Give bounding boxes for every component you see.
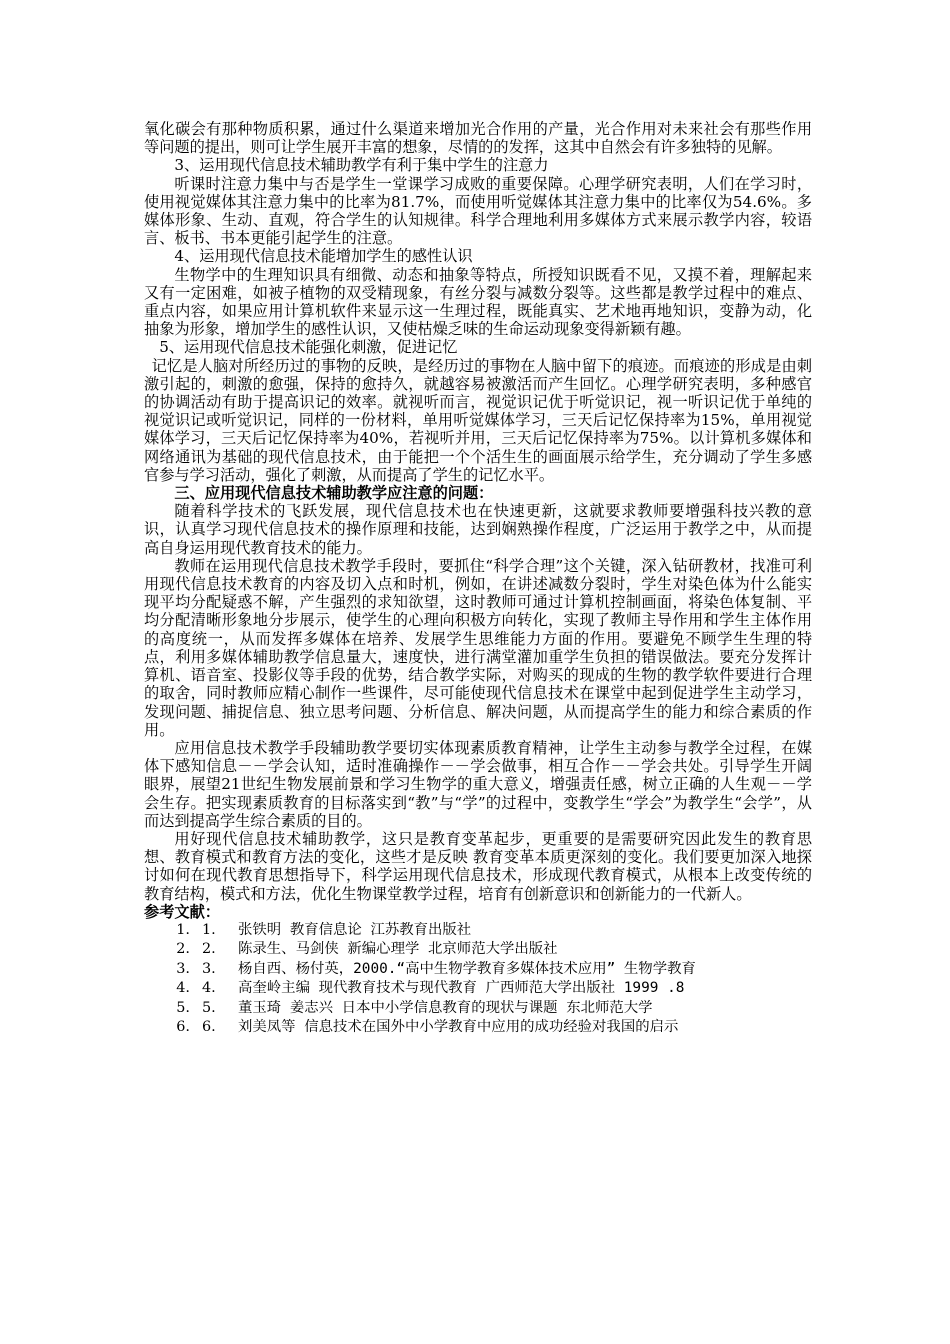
reference-item [144, 999, 812, 1018]
paragraph-memory: 记忆是人脑对所经历过的事物的反映，是经历过的事物在人脑中留下的痕迹。而痕迹的形成是由刺激引起的，刺激的愈强，保持的愈持久，就越容易被激活而产生回忆。心理学研究表明，多种感官的协调活动有助于提高识记的效率。就视听而言，视觉识记优于听觉识记，视一听识记优于单纯的视觉识记或听觉识记，同样的一份材料，单用听觉媒体学习，三天后记忆保持率为15%，单用视觉媒体学习，三天后记忆保持率为40%，若视听并用，三天后记忆保持率为75%。以计算机多媒体和网络通讯为基础的现代信息技术，由于能把一个个活生生的画面展示给学生，充分调动了学生多感官参与学习活动，强化了刺激，从而提高了学生的记忆水平。 [144, 356, 812, 484]
paragraph-perception: 生物学中的生理知识具有细微、动态和抽象等特点，所授知识既看不见，又摸不着，理解起来又有一定困难，如被子植物的双受精现象，有丝分裂与减数分裂等。这些都是教学过程中的难点、重点内容，如果应用计算机软件来显示这一生理过程，既能真实、艺术地再地知识，变静为动，化抽象为形象，增加学生的感性认识，又使枯燥乏味的生命运动现象变得新颖有趣。 [144, 265, 812, 339]
subheading-5: 5、运用现代信息技术能强化刺激，促进记忆 [159, 338, 458, 357]
reference-text: 高奎岭主编 现代教育技术与现代教育 广西师范大学出版社 1999 .8 [238, 980, 685, 997]
reference-subnumber: 2. [202, 941, 216, 958]
reference-subnumber: 1. [202, 921, 216, 938]
section-heading-3: 三、应用现代信息技术辅助教学应注意的问题： [174, 484, 494, 503]
reference-number: 1. [176, 921, 190, 938]
reference-item [144, 979, 812, 998]
reference-text: 杨自西、杨付英，2000.“高中生物学教育多媒体技术应用” 生物学教育 [238, 960, 696, 977]
subheading-4: 4、运用现代信息技术能增加学生的感性认识 [174, 247, 473, 266]
references-heading: 参考文献： [144, 902, 220, 921]
document-body [144, 120, 812, 1037]
reference-subnumber: 4. [202, 980, 216, 997]
paragraph-attention: 听课时注意力集中与否是学生一堂课学习成败的重要保障。心理学研究表明，人们在学习时，使用视觉媒体其注意力集中的比率为81.7%，而使用听觉媒体其注意力集中的比率仅为54.6%。多媒体形象、生动、直观，符合学生的认知规律。科学合理地利用多媒体方式来展示教学内容，较语言、板书、书本更能引起学生的注意。 [144, 174, 812, 248]
reference-subnumber: 6. [202, 1018, 216, 1035]
reference-text: 董玉琦 姜志兴 日本中小学信息教育的现状与课题 东北师范大学 [238, 999, 653, 1016]
paragraph-teacher-usage: 教师在运用现代信息技术教学手段时，要抓住“科学合理”这个关键，深入钻研教材，找准可利用现代信息技术教育的内容及切入点和时机，例如，在讲述减数分裂时，学生对染色体为什么能实现平均分配疑惑不解，产生强烈的求知欲望，这时教师可通过计算机控制画面，将染色体复制、平均分配清晰形象地分步展示，使学生的心理向积极方向转化，实现了教师主导作用和学生主体作用的高度统一，从而发挥多媒体在培养、发展学生思维能力方面的作用。要避免不顾学生生理的特点，利用多媒体辅助教学信息量大，速度快，进行满堂灌加重学生负担的错误做法。要充分发挥计算机、语音室、投影仪等手段的优势，结合教学实际，对购买的现成的生物的教学软件要进行合理的取舍，同时教师应精心制作一些课件，尽可能使现代信息技术在课堂中起到促进学生主动学习，发现问题、捕捉信息、独立思考问题、分析信息、解决问题，从而提高学生的能力和综合素质的作用。 [144, 556, 812, 739]
subheading-3: 3、运用现代信息技术辅助教学有利于集中学生的注意力 [174, 156, 549, 175]
reference-text: 刘美凤等 信息技术在国外中小学教育中应用的成功经验对我国的启示 [238, 1018, 679, 1035]
reference-subnumber: 5. [202, 999, 216, 1016]
reference-item [144, 940, 812, 959]
reference-item [144, 1018, 812, 1037]
reference-text: 张铁明 教育信息论 江苏教育出版社 [238, 921, 472, 938]
references-list [144, 921, 812, 1037]
paragraph-tech-development: 随着科学技术的飞跃发展，现代信息技术也在快速更新，这就要求教师要增强科技兴教的意识，认真学习现代信息技术的操作原理和技能，达到娴熟操作程度，广泛运用于教学之中，从而提高自身运用现代教育技术的能力。 [144, 502, 812, 557]
paragraph-conclusion: 用好现代信息技术辅助教学，这只是教育变革起步，更重要的是需要研究因此发生的教育思想、教育模式和教育方法的变化，这些才是反映 教育变革本质更深刻的变化。我们要更加深入地探讨如何在现代教育思想指导下，科学运用现代信息技术，形成现代教育模式，从根本上改变传统的教育结构，模式和方法，优化生物课堂教学过程，培育有创新意识和创新能力的一代新人。 [144, 829, 812, 903]
reference-number: 3. [176, 960, 190, 977]
paragraph-quality-education: 应用信息技术教学手段辅助教学要切实体现素质教育精神，让学生主动参与教学全过程，在媒体下感知信息－－学会认知，适时准确操作－－学会做事，相互合作－－学会共处。引导学生开阔眼界，展望21世纪生物发展前景和学习生物学的重大意义，增强责任感，树立正确的人生观－－学会生存。把实现素质教育的目标落实到“教”与“学”的过程中，变教学生“学会”为教学生“会学”，从而达到提高学生综合素质的目的。 [144, 738, 812, 830]
paragraph-continuation: 氧化碳会有那种物质积累，通过什么渠道来增加光合作用的产量，光合作用对未来社会有那些作用等问题的提出，则可让学生展开丰富的想象，尽情的的发挥，这其中自然会有许多独特的见解。 [144, 120, 812, 157]
reference-text: 陈录生、马剑侠 新编心理学 北京师范大学出版社 [238, 941, 558, 958]
reference-number: 2. [176, 941, 190, 958]
reference-subnumber: 3. [202, 960, 216, 977]
reference-number: 5. [176, 999, 190, 1016]
reference-number: 4. [176, 980, 190, 997]
reference-item [144, 921, 812, 940]
reference-item [144, 960, 812, 979]
reference-number: 6. [176, 1018, 190, 1035]
